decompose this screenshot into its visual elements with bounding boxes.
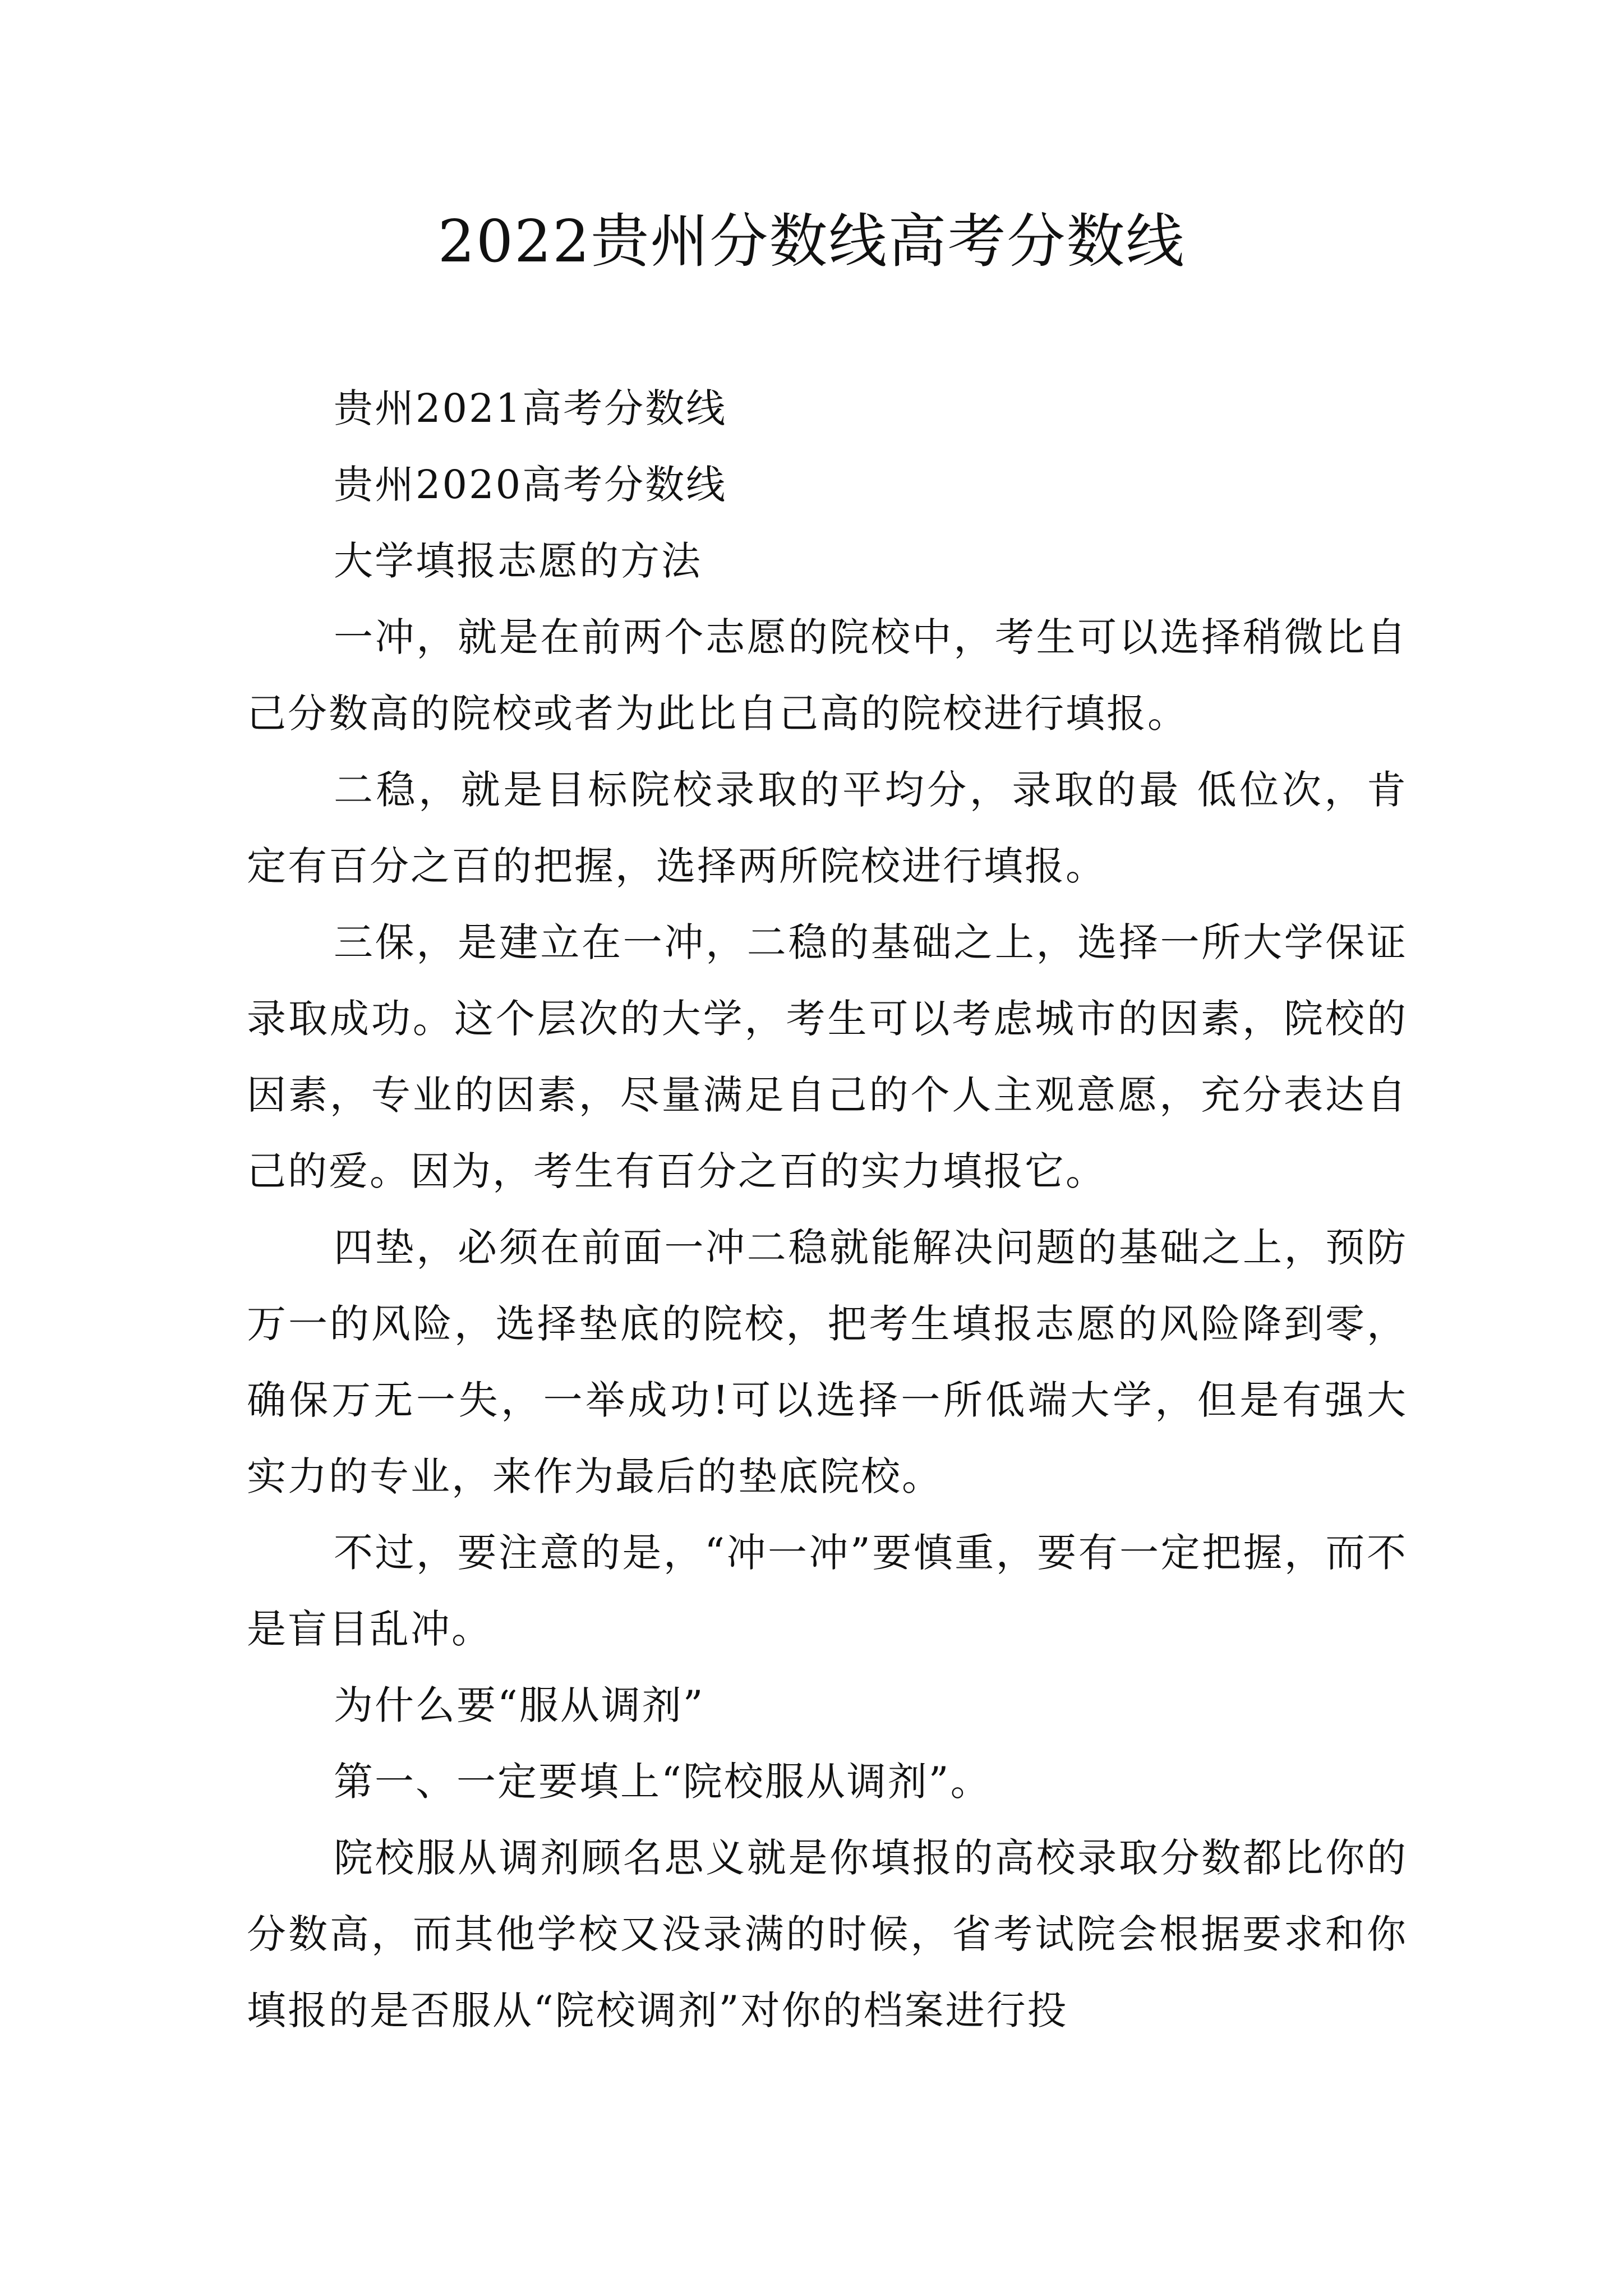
paragraph-adjustment-explained: 院校服从调剂顾名思义就是你填报的高校录取分数都比你的分数高，而其他学校又没录满的时候，省考试院会根据要求和你填报的是否服从“院校调剂”对你的档案进行投 [247,1835,1408,2033]
paragraph-caution: 不过，要注意的是，“冲一冲”要慎重，要有一定把握，而不是盲目乱冲。 [247,1530,1408,1652]
section-heading-adjustment: 为什么要“服从调剂” [334,1682,705,1728]
document-title: 2022贵州分数线高考分数线 [437,207,1186,275]
paragraph-bao: 三保，是建立在一冲，二稳的基础之上，选择一所大学保证录取成功。这个层次的大学，考生可以考虑城市的因素，院校的因素，专业的因素，尽量满足自己的个人主观意愿，充分表达自己的爱。因为，考生有百分之百的实力填报它。 [247,919,1408,1194]
paragraph-first-point: 第一、一定要填上“院校服从调剂”。 [334,1759,992,1805]
paragraph-chong: 一冲，就是在前两个志愿的院校中，考生可以选择稍微比自己分数高的院校或者为此比自己高的院校进行填报。 [247,614,1408,737]
paragraph-dian: 四垫，必须在前面一冲二稳就能解决问题的基础之上，预防万一的风险，选择垫底的院校，把考生填报志愿的风险降到零，确保万无一失，一举成功!可以选择一所低端大学，但是有强大实力的专业，来作为最后的垫底院校。 [247,1225,1408,1499]
paragraph-guizhou-2020: 贵州2020高考分数线 [334,462,727,508]
paragraph-wen: 二稳，就是目标院校录取的平均分，录取的最 低位次，肯定有百分之百的把握，选择两所院校进行填报。 [247,767,1408,889]
section-heading-methods: 大学填报志愿的方法 [334,538,702,584]
paragraph-guizhou-2021: 贵州2021高考分数线 [334,385,727,431]
document-body [247,370,1408,2049]
